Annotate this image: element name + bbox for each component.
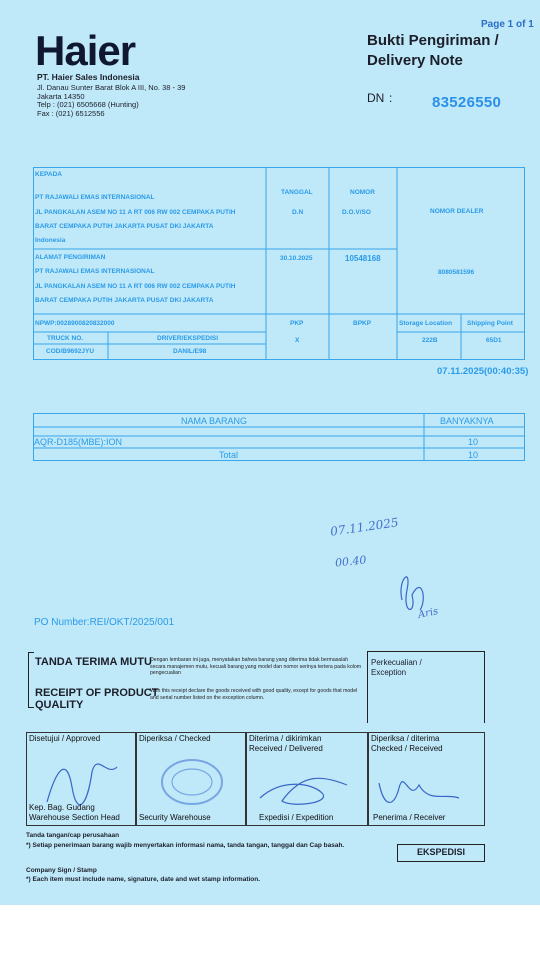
address-line: Jakarta 14350 bbox=[37, 91, 85, 101]
document-title-id: Bukti Pengiriman / bbox=[367, 32, 499, 49]
shipping-point-value: 65D1 bbox=[486, 337, 502, 344]
item-qty: 10 bbox=[468, 437, 479, 447]
delivered-label bbox=[249, 734, 323, 754]
address-line: Telp : (021) 6505668 (Hunting) bbox=[37, 100, 139, 110]
ship-address-1: JL PANGKALAN ASEM NO 11 A RT 006 RW 002 CEMPAKA PUTIH bbox=[35, 283, 236, 290]
note-id: *) Setiap penerimaan barang wajib menyertakan informasi nama, tanda tangan, tanggal dan Cap basah. bbox=[26, 842, 345, 849]
page-number: Page 1 of 1 bbox=[481, 19, 534, 30]
dealer-value: 8080581596 bbox=[438, 269, 475, 276]
ship-name: PT RAJAWALI EMAS INTERNASIONAL bbox=[35, 268, 155, 275]
signature-delivered-box bbox=[246, 732, 368, 826]
exception-label-id: Perkecualian / bbox=[371, 658, 422, 667]
total-label: Total bbox=[219, 450, 239, 460]
warehouse-head-label bbox=[29, 803, 120, 823]
received-label bbox=[371, 734, 443, 754]
po-number: PO Number:REI/OKT/2025/001 bbox=[34, 617, 175, 628]
col-banyaknya: BANYAKNYA bbox=[440, 416, 494, 426]
total-value: 10 bbox=[468, 450, 479, 460]
note-id-title: Tanda tangan/cap perusahaan bbox=[26, 832, 120, 839]
recipient-address-2: BARAT CEMPAKA PUTIH JAKARTA PUSAT DKI JAKARTA bbox=[35, 223, 214, 230]
expedition-label: Expedisi / Expedition bbox=[259, 813, 334, 822]
npwp: NPWP:0028900820832000 bbox=[35, 320, 115, 327]
warehouse-head-label-en: Warehouse Section Head bbox=[29, 813, 120, 822]
dealer-label: NOMOR DEALER bbox=[430, 208, 484, 215]
dn-colon: : bbox=[389, 91, 393, 105]
nomor-label: NOMOR bbox=[350, 189, 375, 196]
receipt-text-id: Dengan lembaran ini juga, menyatakan bahwa barang yang diterima tidak bermasalah secara manajemen mutu, kecuali barang yang model dan nomor serinya tertera pada kolom pengecualian bbox=[150, 657, 362, 676]
driver-value: DANIL/E98 bbox=[173, 348, 207, 355]
receipt-title-en-line2: QUALITY bbox=[35, 699, 84, 711]
receiver-signature bbox=[374, 773, 479, 813]
receiver-label: Penerima / Receiver bbox=[373, 813, 446, 822]
receipt-title-id bbox=[35, 656, 152, 668]
storage-location-value: 222B bbox=[422, 337, 438, 344]
handwritten-date: 07.11.2025 bbox=[329, 515, 400, 539]
shipping-point-label: Shipping Point bbox=[467, 320, 513, 327]
truck-no-value: COD/B9692JYU bbox=[46, 348, 95, 355]
delivered-label-en: Received / Delivered bbox=[249, 744, 323, 753]
note-en: *) Each item must include name, signature, date and wet stamp information. bbox=[26, 876, 261, 883]
security-label: Security Warehouse bbox=[139, 813, 211, 822]
company-name: PT. Haier Sales Indonesia bbox=[37, 72, 140, 82]
dn-label: DN bbox=[367, 91, 385, 105]
expedition-signature bbox=[252, 763, 362, 813]
recipient-address-1: JL PANGKALAN ASEM NO 11 A RT 006 RW 002 CEMPAKA PUTIH bbox=[35, 209, 236, 216]
col-nama-barang: NAMA BARANG bbox=[181, 416, 248, 426]
address-line: Jl. Danau Sunter Barat Blok A III, No. 38 - 39 bbox=[37, 83, 186, 92]
kepada-label: KEPADA bbox=[35, 171, 62, 178]
recipient-country: Indonesia bbox=[35, 237, 66, 244]
signature-approved-box bbox=[26, 732, 136, 826]
print-timestamp: 07.11.2025(00:40:35) bbox=[437, 366, 529, 377]
nomor-sub-label: D.O.V/SO bbox=[342, 209, 371, 216]
items-table bbox=[33, 413, 525, 461]
receipt-left-bracket bbox=[28, 652, 34, 708]
receipt-title-id-text: TANDA TERIMA MUTU bbox=[35, 656, 152, 668]
approved-signature bbox=[37, 747, 132, 809]
receipt-title-en-line1: RECEIPT OF PRODUCT bbox=[35, 687, 159, 699]
pkp-value: X bbox=[295, 337, 300, 344]
address-line: Fax : (021) 6512556 bbox=[37, 108, 105, 118]
driver-label: DRIVER/EKSPEDISI bbox=[157, 335, 219, 342]
note-en-title: Company Sign / Stamp bbox=[26, 867, 97, 874]
tanggal-sub-label: D.N bbox=[292, 209, 304, 216]
receipt-title-en bbox=[35, 687, 158, 711]
document-title-en: Delivery Note bbox=[367, 52, 463, 69]
security-stamp bbox=[157, 755, 227, 810]
handwritten-name: Aris bbox=[417, 606, 440, 621]
received-label-en: Checked / Received bbox=[371, 744, 443, 753]
tanggal-label: TANGGAL bbox=[281, 189, 313, 196]
warehouse-head-label-id: Kep. Bag. Gudang bbox=[29, 803, 95, 812]
bpkp-label: BPKP bbox=[353, 320, 372, 327]
pkp-label: PKP bbox=[290, 320, 304, 327]
handwritten-time: 00.40 bbox=[334, 553, 368, 570]
nomor-value: 10548168 bbox=[345, 254, 381, 263]
received-label-id: Diperiksa / diterima bbox=[371, 734, 440, 743]
ekspedisi-copy-label: EKSPEDISI bbox=[397, 844, 485, 862]
dn-number: 83526550 bbox=[432, 94, 502, 111]
truck-no-label: TRUCK NO. bbox=[47, 335, 84, 342]
item-name: AQR-D185(MBE):ION bbox=[34, 437, 123, 447]
exception-box bbox=[367, 651, 485, 723]
checked-label: Diperiksa / Checked bbox=[139, 734, 211, 743]
alamat-label: ALAMAT PENGIRIMAN bbox=[35, 254, 106, 261]
signature-received-box bbox=[368, 732, 485, 826]
delivered-label-id: Diterima / dikirimkan bbox=[249, 734, 322, 743]
info-grid bbox=[33, 167, 525, 360]
recipient-name: PT RAJAWALI EMAS INTERNASIONAL bbox=[35, 194, 155, 201]
ship-address-2: BARAT CEMPAKA PUTIH JAKARTA PUSAT DKI JAKARTA bbox=[35, 297, 214, 304]
approved-label: Disetujui / Approved bbox=[29, 734, 101, 743]
haier-logo: Haier bbox=[35, 27, 136, 74]
dn-date-value: 30.10.2025 bbox=[280, 255, 313, 262]
storage-location-label: Storage Location bbox=[399, 320, 453, 327]
company-address bbox=[37, 84, 185, 118]
exception-label bbox=[371, 658, 422, 678]
receipt-text-en: With this receipt declare the goods received with good quality, except for goods that model and serial number listed on the exception column. bbox=[150, 688, 358, 701]
signature-checked-box bbox=[136, 732, 246, 826]
exception-label-en: Exception bbox=[371, 668, 407, 677]
